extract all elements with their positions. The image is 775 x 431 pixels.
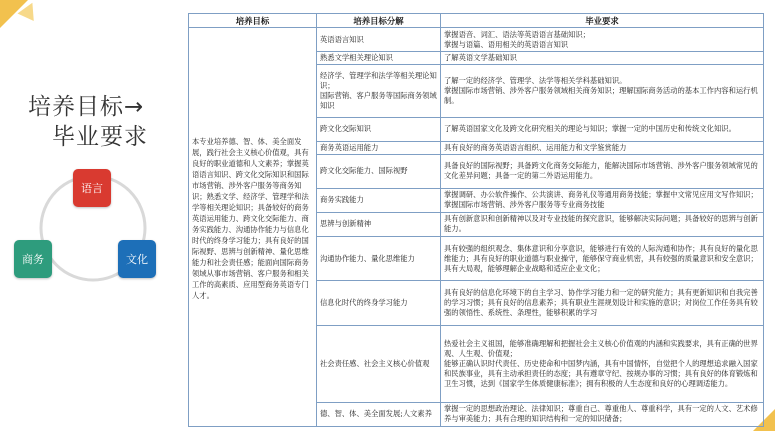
cycle-diagram [14,162,174,292]
req-cell: 掌握一定的思想政治理论、法律知识；尊重自己、尊重他人、尊重科学，具有一定的人文、艺术修养与审美能力；具有合理的知识结构和一定的知识储备； [441,402,764,426]
req-cell: 了解英语文学基础知识 [441,52,764,65]
decomp-cell: 熟悉文学相关理论知识 [317,52,441,65]
decomp-cell: 社会责任感、社会主义核心价值观 [317,325,441,402]
req-cell: 具有良好的商务英语语言组织、运用能力和文学鉴赏能力 [441,142,764,155]
decomp-cell: 沟通协作能力、量化思维能力 [317,237,441,281]
req-cell [441,65,764,118]
req-cell: 掌握调研、办公软件操作、公共演讲、商务礼仪等通用商务技能；掌握中文常见应用文写作知识；掌握国际市场营销、涉外客户服务等专业商务技能 [441,188,764,212]
table-header-row [189,14,764,28]
cycle-box-business: 商务 [14,240,52,278]
decomp-text: 经济学、管理学和法学等相关理论知识； 国际营销、客户服务等国际商务领域知识 [320,71,437,111]
decomp-cell: 商务实践能力 [317,188,441,212]
cycle-box-culture: 文化 [118,240,156,278]
req-cell: 了解英语国家文化及跨文化研究相关的理论与知识；掌握一定的中国历史和传统文化知识。 [441,117,764,141]
decomp-cell: 商务英语运用能力 [317,142,441,155]
goal-cell: 本专业培养德、智、体、美全面发展，践行社会主义核心价值观，具有良好的职业道德和人文素养；掌握英语语言知识、跨文化交际知识和国际市场营销、涉外客户服务等商务知识；熟悉文学、经济学、管理学和法学等相关理论知识；具备较好的商务英语运用能力、跨文化交际能力、商务实践能力、沟通协作能力与信息化时代的终身学习能力；具有良好的国际视野、思辨与创新精神、量化思维能力和社会责任感；能面向国际商务领域从事市场营销、客户服务和相关工作的高素质、应用型商务英语专门人才。 [189,28,317,427]
slide-title [22,92,182,152]
req-cell [441,28,764,52]
decomp-cell [317,65,441,118]
decomp-cell: 德、智、体、美全面发展;人文素养 [317,402,441,426]
cycle-box-language: 语言 [73,169,111,207]
slide-title-line2: 毕业要求 [52,124,148,150]
req-cell: 具有创新意识和创新精神以及对专业技能的探究意识，能够解决实际问题；具备较好的思辨与创新能力。 [441,212,764,236]
decomp-cell: 思辨与创新精神 [317,212,441,236]
header-requirement: 毕业要求 [441,14,764,28]
req-text: 热爱社会主义祖国，能够准确理解和把握社会主义核心价值观的内涵和实践要求，具有正确的世界观、人生观、价值观； 能够正确认识时代责任、历史使命和中国梦内涵，具有中国情怀，自觉把个人的理想追求融入国家和民族事业，具有主动承担责任的态度；具有遵章守纪、按规办事的习惯；具有良好的体育锻炼和卫生习惯，达到《国家学生体质健康标准》；拥有积极的人生态度和良好的心理调适能力。 [444,338,758,388]
decomp-cell: 跨文化交际能力、国际视野 [317,155,441,188]
header-decomposition: 培养目标分解 [317,14,441,28]
decomp-cell: 跨文化交际知识 [317,117,441,141]
decomp-cell: 英语语言知识 [317,28,441,52]
req-cell [441,325,764,402]
req-text: 了解一定的经济学、管理学、法学等相关学科基础知识。 掌握国际市场营销、涉外客户服务领域相关商务知识；理解国际商务活动的基本工作内容和运行机制。 [444,76,758,106]
req-cell: 具备良好的国际视野；具备跨文化商务交际能力，能解决国际市场营销、涉外客户服务领域常见的文化差异问题；具备一定的第二外语运用能力。 [441,155,764,188]
req-cell: 具有较强的组织观念、集体意识和分享意识，能够进行有效的人际沟通和协作；具有良好的量化思维能力；具有良好的职业道德与职业操守，能够保守商业机密，具有较强的质量意识和安全意识；具有大局观，能够理解企业战略和适应企业文化； [441,237,764,281]
req-cell: 具有良好的信息化环境下的自主学习、协作学习能力和一定的研究能力；具有更新知识和自我完善的学习习惯；具有良好的信息素养；具有职业生涯规划设计和实施的意识；对岗位工作任务具有较强的领悟性、系统性、条理性，能够积累的学习 [441,281,764,325]
req-text: 掌握语音、词汇、语法等英语语言基础知识； 掌握与语篇、语用相关的英语语言知识 [444,29,590,49]
slide-title-line1: 培养目标→ [28,94,145,120]
table-row [189,28,764,52]
header-goal: 培养目标 [189,14,317,28]
goals-requirements-table [188,13,764,427]
decomp-cell: 信息化时代的终身学习能力 [317,281,441,325]
